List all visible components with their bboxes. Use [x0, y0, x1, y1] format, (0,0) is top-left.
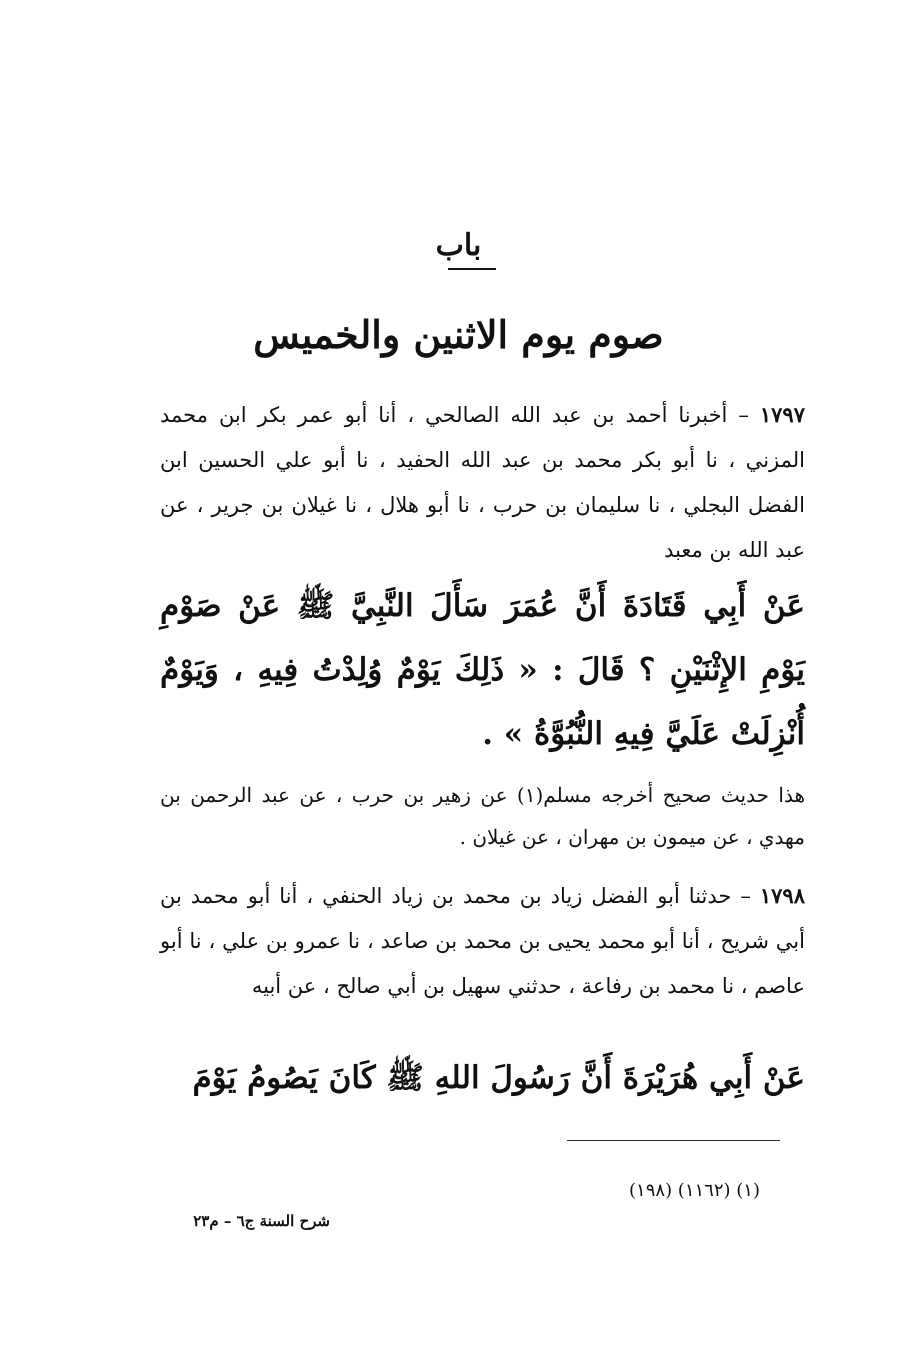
hadith-1797-isnad: ١٧٩٧ – أخبرنا أحمد بن عبد الله الصالحي ، أنا أبو عمر بكر ابن محمد المزني ، نا أبو بكر محمد بن عبد الله الحفيد ، نا أبو علي الحسين ابن الفضل البجلي ، نا سليمان بن حرب ، نا أبو هلال ، نا غيلان بن جرير ، عن عبد الله بن معبد — [160, 402, 805, 562]
chapter-heading: باب — [435, 228, 482, 263]
hadith-1798-matn: عَنْ أَبِي هُرَيْرَةَ أَنَّ رَسُولَ اللهِ ﷺ كَانَ يَصُومُ يَوْمَ — [192, 1060, 805, 1096]
hadith-1797-commentary: هذا حديث صحيح أخرجه مسلم(١) عن زهير بن حرب ، عن عبد الرحمن بن مهدي ، عن ميمون بن مهران ، عن غيلان . — [160, 783, 805, 849]
footnote: (١) (١١٦٢) (١٩٨) — [629, 1180, 760, 1201]
hadith-number: ١٧٩٧ — [759, 402, 805, 427]
hadith-number: ١٧٩٨ — [759, 883, 805, 908]
footnote-separator — [567, 1140, 780, 1141]
isnad-text: حدثنا أبو الفضل زياد بن محمد بن زياد الحنفي ، أنا أبو محمد بن أبي شريح ، أنا أبو محمد يحيى بن محمد بن صاعد ، نا عمرو بن علي ، نا أبو عاصم ، نا محمد بن رفاعة ، حدثني سهيل بن أبي صالح ، عن أبيه — [160, 884, 805, 998]
heading-underline — [448, 268, 496, 270]
hadith-1797-matn: عَنْ أَبِي قَتَادَةَ أَنَّ عُمَرَ سَأَلَ النَّبِيَّ ﷺ عَنْ صَوْمِ يَوْمِ الإِثْنَيْنِ ؟ قَالَ : « ذَلِكَ يَوْمٌ وُلِدْتُ فِيهِ ، وَيَوْمٌ أُنْزِلَتْ عَلَيَّ فِيهِ النُّبُوَّةُ » . — [160, 588, 805, 752]
printer-signature: شرح السنة ج٦ – م٢٣ — [193, 1212, 330, 1230]
chapter-title: صوم يوم الاثنين والخميس — [253, 312, 664, 357]
hadith-1798-isnad: ١٧٩٨ – حدثنا أبو الفضل زياد بن محمد بن زياد الحنفي ، أنا أبو محمد بن أبي شريح ، أنا أبو محمد يحيى بن محمد بن صاعد ، نا عمرو بن علي ، نا أبو عاصم ، نا محمد بن رفاعة ، حدثني سهيل بن أبي صالح ، عن أبيه — [160, 883, 805, 998]
isnad-text: أخبرنا أحمد بن عبد الله الصالحي ، أنا أبو عمر بكر ابن محمد المزني ، نا أبو بكر محمد بن عبد الله الحفيد ، نا أبو علي الحسين ابن الفضل البجلي ، نا سليمان بن حرب ، نا أبو هلال ، نا غيلان بن جرير ، عن عبد الله بن معبد — [160, 403, 805, 562]
